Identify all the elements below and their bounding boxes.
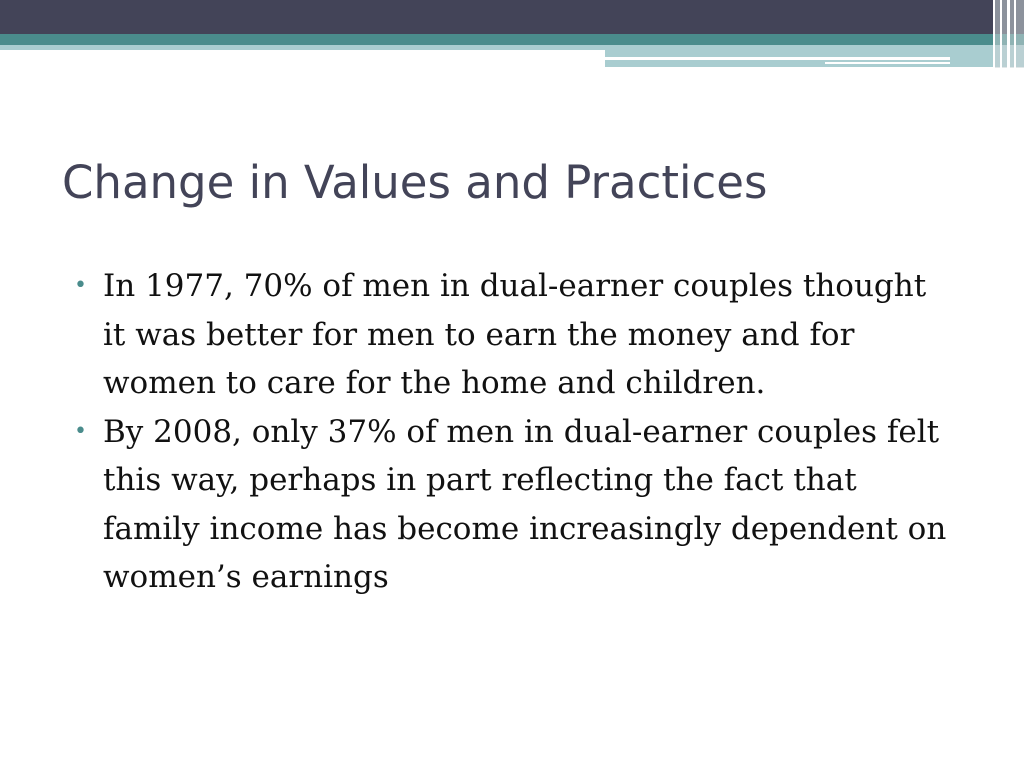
bullet-item xyxy=(72,408,952,602)
bullet-text: In 1977, 70% of men in dual-earner couples thought it was better for men to earn the money and for women to care for the home and children. xyxy=(103,268,927,401)
header-band-right-strip xyxy=(1007,0,1010,68)
bullet-text: By 2008, only 37% of men in dual-earner couples felt this way, perhaps in part reflecting the fact that family income has become increasingly dependent on women’s earnings xyxy=(103,413,947,595)
header-band-right-strip xyxy=(1014,0,1016,68)
header-band-teal xyxy=(0,34,1024,45)
header-band-right-light xyxy=(605,45,1024,67)
bullet-list xyxy=(72,262,952,602)
header-band-dark xyxy=(0,0,1024,34)
slide-title: Change in Values and Practices xyxy=(62,156,768,209)
bullet-item xyxy=(72,262,952,408)
header-band-right-strip xyxy=(1000,0,1002,68)
header-band-light xyxy=(0,45,605,50)
bullet-dot-icon: • xyxy=(74,418,87,444)
header-band-right-line-1 xyxy=(605,57,950,60)
bullet-dot-icon: • xyxy=(74,273,87,298)
header-band-right-strip xyxy=(993,0,995,68)
header-band-right-line-2 xyxy=(825,62,950,64)
